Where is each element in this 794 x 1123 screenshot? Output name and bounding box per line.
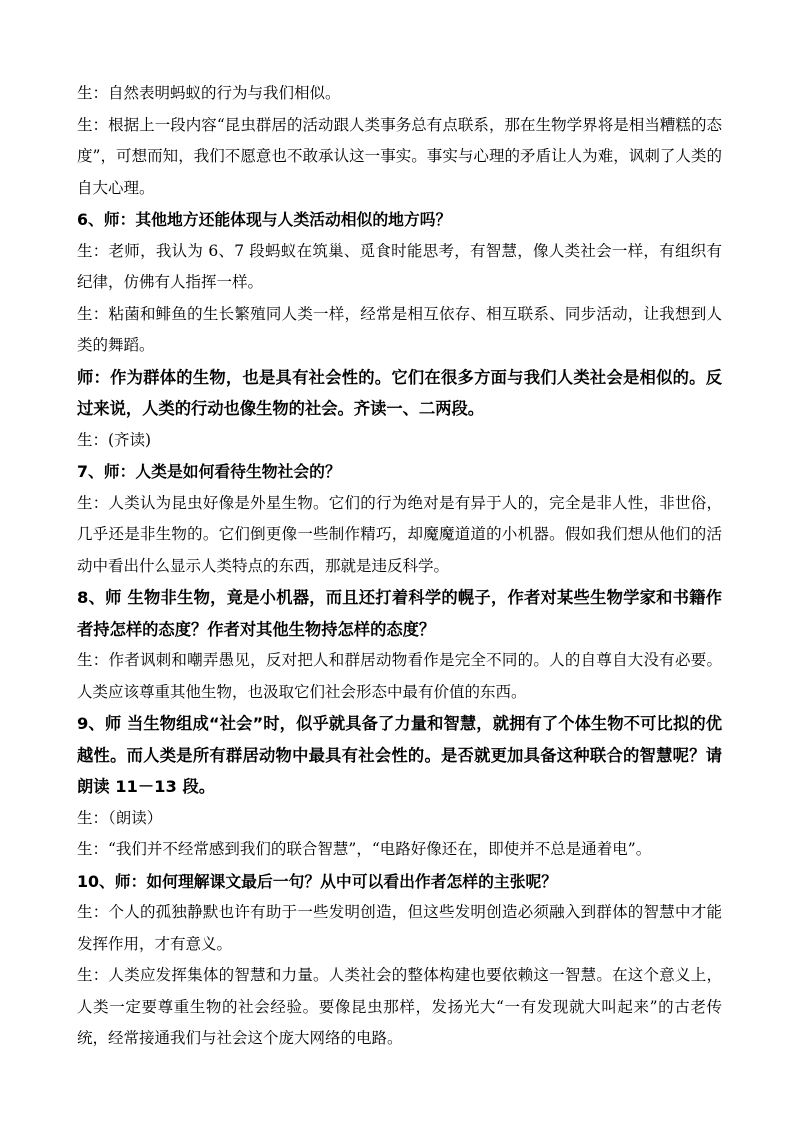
paragraph-5: 生：粘菌和鲱鱼的生长繁殖同人类一样，经常是相互依存、相互联系、同步活动，让我想到人类的舞蹈。 bbox=[77, 304, 722, 354]
document-page bbox=[77, 78, 722, 1055]
paragraph-9: 生：人类认为昆虫好像是外星生物。它们的行为绝对是有异于人的，完全是非人性，非世俗，几乎还是非生物的。它们倒更像一些制作精巧，却魔魔道道的小机器。假如我们想从他们的活动中看出什么显示人类特点的东西，那就是违反科学。 bbox=[77, 493, 722, 575]
paragraph-14: 生：“我们并不经常感到我们的联合智慧”，“电路好像还在，即使并不总是通着电”。 bbox=[77, 840, 652, 858]
paragraph-1: 生：自然表明蚂蚁的行为与我们相似。 bbox=[77, 84, 341, 102]
question-7: 7、师：人类是如何看待生物社会的？ bbox=[77, 462, 341, 481]
question-9: 9、师 当生物组成“社会”时，似乎就具备了力量和智慧，就拥有了个体生物不可比拟的优越性。而人类是所有群居动物中最具有社会性的。是否就更加具备这种联合的智慧呢？请朗读 11－13 段。 bbox=[77, 714, 722, 796]
paragraph-4: 生：老师，我认为 6、7 段蚂蚁在筑巢、觅食时能思考，有智慧，像人类社会一样，有组织有纪律，仿佛有人指挥一样。 bbox=[77, 241, 722, 291]
paragraph-7: 生：(齐读) bbox=[77, 430, 152, 449]
question-10: 10、师：如何理解课文最后一句？从中可以看出作者怎样的主张呢？ bbox=[77, 871, 558, 891]
paragraph-13: 生：（朗读） bbox=[77, 808, 163, 827]
paragraph-2: 生：根据上一段内容“昆虫群居的活动跟人类事务总有点联系，那在生物学界将是相当糟糕的态度”，可想而知，我们不愿意也不敢承认这一事实。事实与心理的矛盾让人为难，讽刺了人类的自大心理。 bbox=[77, 115, 722, 197]
paragraph-17: 生：人类应发挥集体的智慧和力量。人类社会的整体构建也要依赖这一智慧。在这个意义上，人类一定要尊重生物的社会经验。要像昆虫那样，发扬光大“一有发现就大叫起来”的古老传统，经常接通我们与社会这个庞大网络的电路。 bbox=[77, 966, 722, 1047]
question-8: 8、师 生物非生物，竟是小机器，而且还打着科学的幌子，作者对某些生物学家和书籍作者持怎样的态度？作者对其他生物持怎样的态度？ bbox=[77, 588, 722, 639]
paragraph-16: 生：个人的孤独静默也许有助于一些发明创造，但这些发明创造必须融入到群体的智慧中才能发挥作用，才有意义。 bbox=[77, 903, 722, 953]
paragraph-11: 生：作者讽刺和嘲弄愚见，反对把人和群居动物看作是完全不同的。人的自尊自大没有必要。人类应该尊重其他生物，也汲取它们社会形态中最有价值的东西。 bbox=[77, 651, 722, 701]
teacher-summary: 师：作为群体的生物，也是具有社会性的。它们在很多方面与我们人类社会是相似的。反过来说，人类的行动也像生物的社会。齐读一、二两段。 bbox=[77, 367, 722, 418]
question-6: 6、师：其他地方还能体现与人类活动相似的地方吗？ bbox=[77, 210, 452, 229]
